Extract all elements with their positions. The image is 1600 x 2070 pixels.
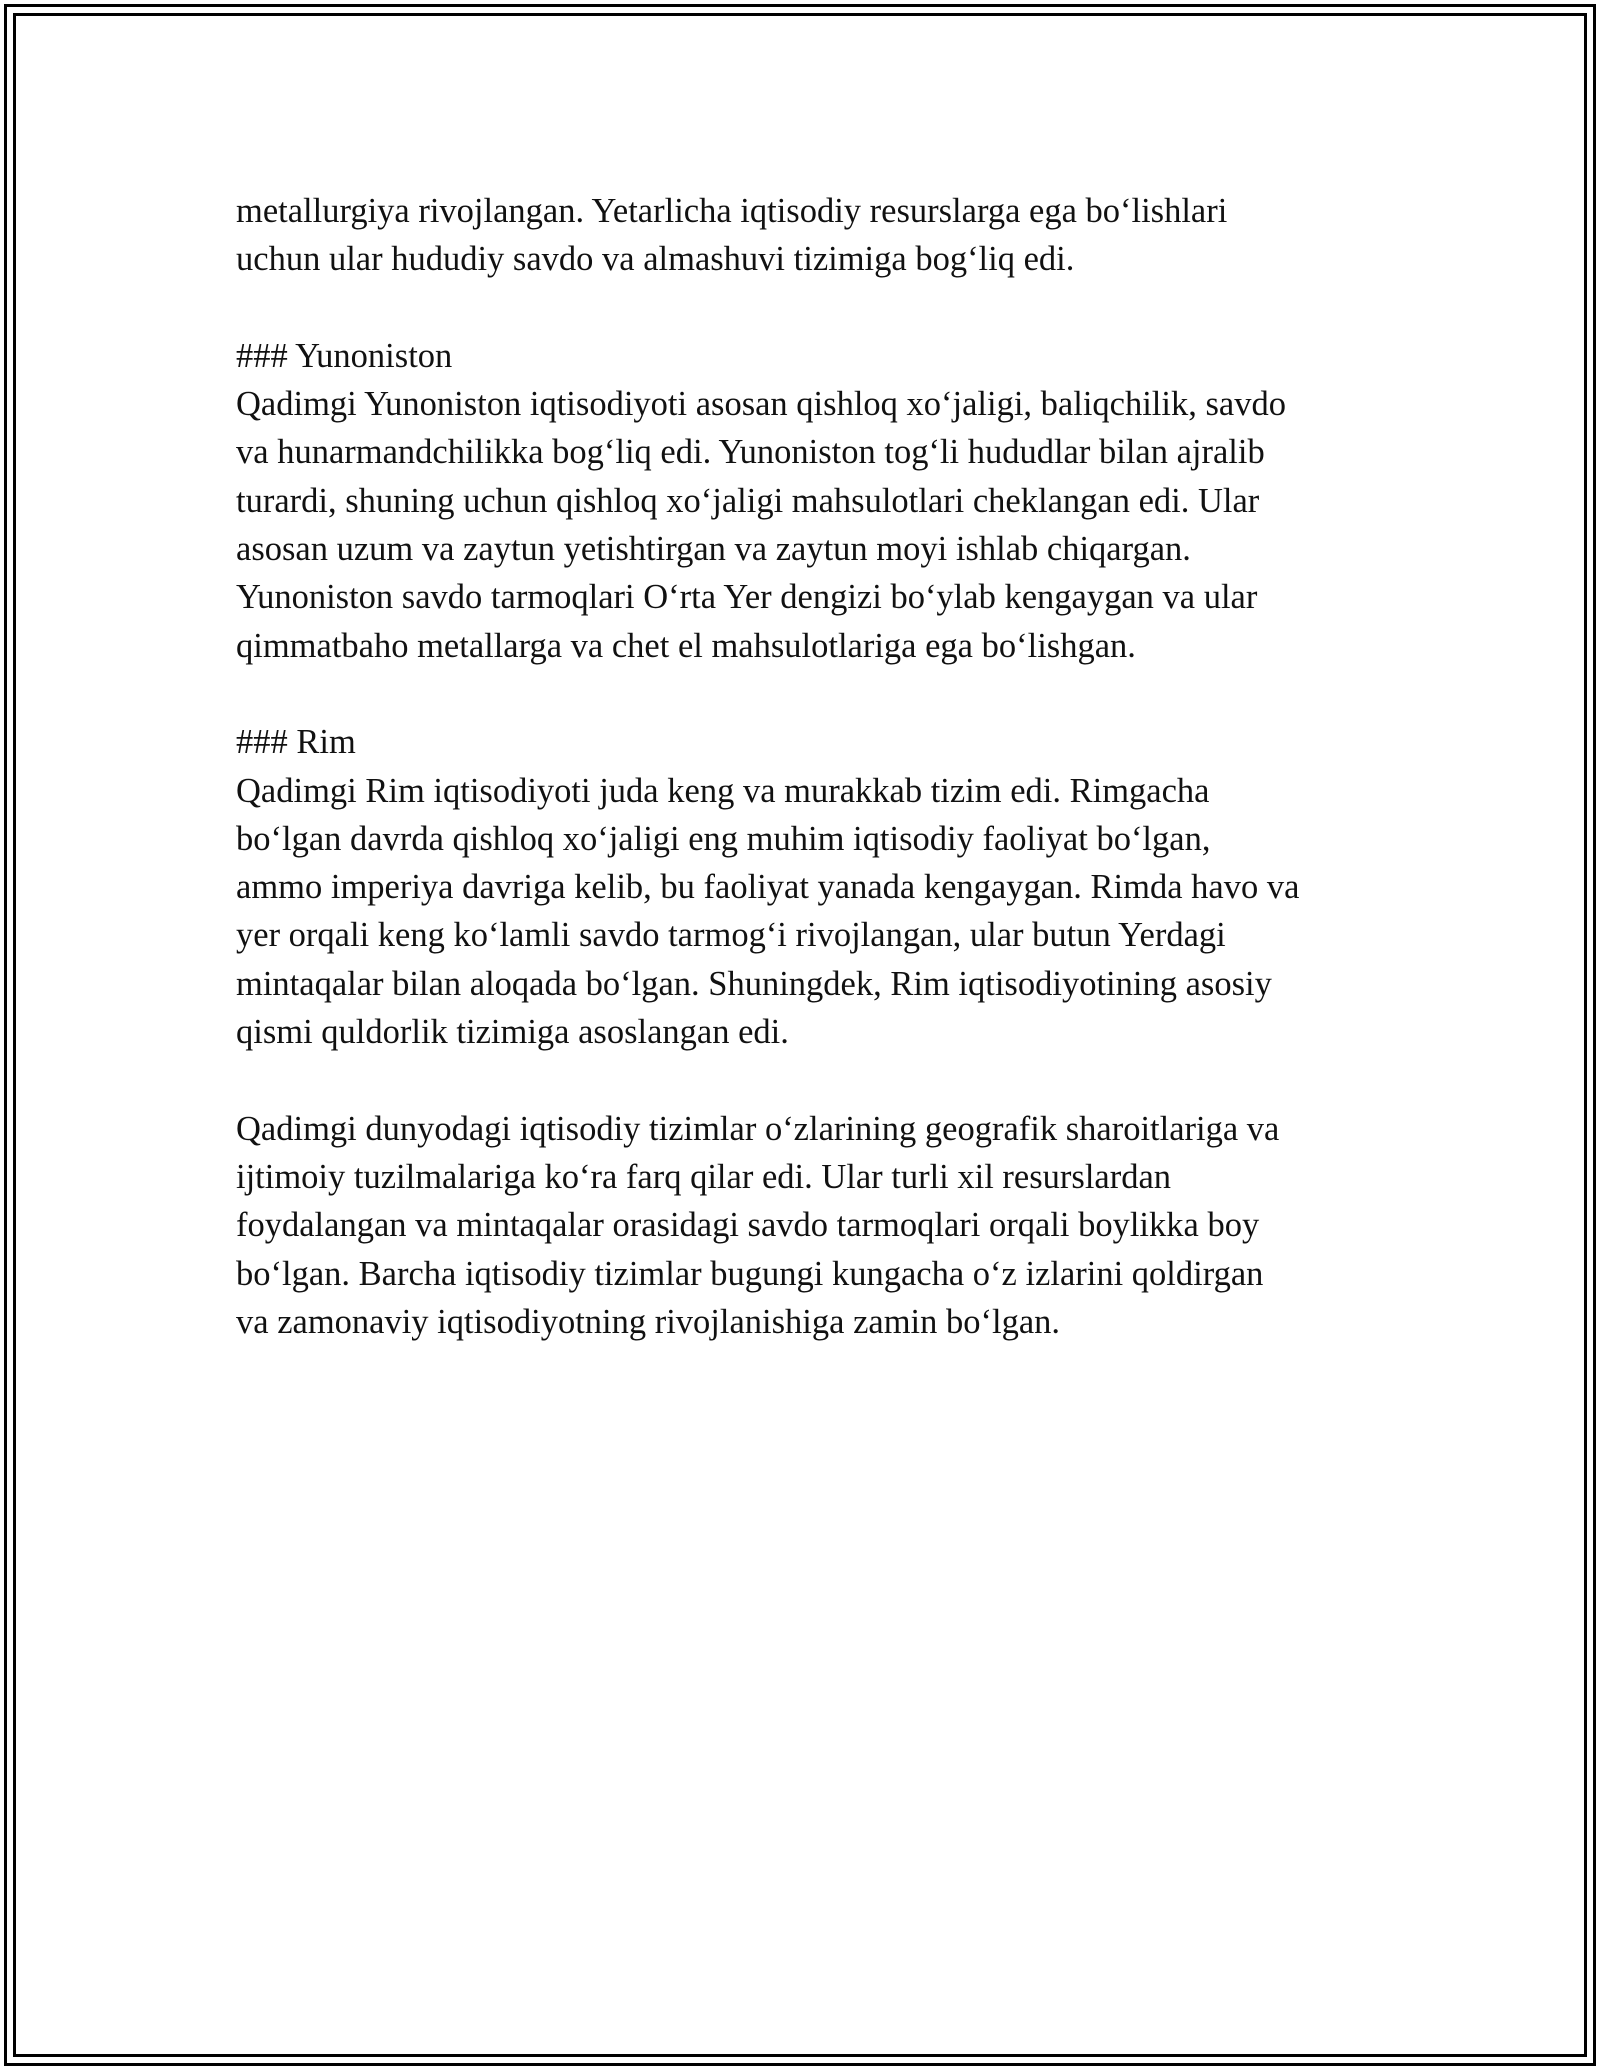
text-line: asosan uzum va zaytun yetishtirgan va zaytun moyi ishlab chiqargan. (236, 530, 1191, 569)
text-line: Yunoniston savdo tarmoqlari O‘rta Yer dengizi bo‘ylab kengaygan va ular (236, 578, 1258, 617)
section-rome (236, 718, 1386, 1056)
text-line: uchun ular hududiy savdo va almashuvi tizimiga bog‘liq edi. (236, 240, 1075, 279)
text-line: mintaqalar bilan aloqada bo‘lgan. Shuningdek, Rim iqtisodiyotining asosiy (236, 964, 1272, 1003)
text-line: ammo imperiya davriga kelib, bu faoliyat yanada kengaygan. Rimda havo va (236, 868, 1300, 907)
text-line: foydalangan va mintaqalar orasidagi savdo tarmoqlari orqali boylikka boy (236, 1206, 1260, 1245)
text-line: ijtimoiy tuzilmalariga ko‘ra farq qilar edi. Ular turli xil resurslardan (236, 1157, 1172, 1196)
text-line: Qadimgi Yunoniston iqtisodiyoti asosan qishloq xo‘jaligi, baliqchilik, savdo (236, 385, 1286, 424)
text-line: bo‘lgan davrda qishloq xo‘jaligi eng muhim iqtisodiy faoliyat bo‘lgan, (236, 819, 1211, 858)
intro-paragraph (236, 187, 1386, 284)
section-heading-greece: ### Yunoniston (236, 336, 453, 375)
text-line: Qadimgi Rim iqtisodiyoti juda keng va murakkab tizim edi. Rimgacha (236, 771, 1210, 810)
text-line: turardi, shuning uchun qishloq xo‘jaligi mahsulotlari cheklangan edi. Ular (236, 481, 1260, 520)
text-line: qimmatbaho metallarga va chet el mahsulotlariga ega bo‘lishgan. (236, 626, 1136, 665)
text-line: yer orqali keng ko‘lamli savdo tarmog‘i rivojlangan, ular butun Yerdagi (236, 916, 1226, 955)
text-line: va zamonaviy iqtisodiyotning rivojlanishiga zamin bo‘lgan. (236, 1302, 1061, 1341)
section-greece (236, 332, 1386, 670)
text-line: bo‘lgan. Barcha iqtisodiy tizimlar bugungi kungacha o‘z izlarini qoldirgan (236, 1254, 1264, 1293)
section-heading-rome: ### Rim (236, 723, 356, 762)
text-line: Qadimgi dunyodagi iqtisodiy tizimlar o‘zlarining geografik sharoitlariga va (236, 1109, 1280, 1148)
text-line: va hunarmandchilikka bog‘liq edi. Yunoniston tog‘li hududlar bilan ajralib (236, 433, 1265, 472)
conclusion-paragraph (236, 1105, 1386, 1346)
text-line: metallurgiya rivojlangan. Yetarlicha iqtisodiy resurslarga ega bo‘lishlari (236, 192, 1228, 230)
document-body (236, 187, 1386, 1394)
text-line: qismi quldorlik tizimiga asoslangan edi. (236, 1013, 789, 1052)
